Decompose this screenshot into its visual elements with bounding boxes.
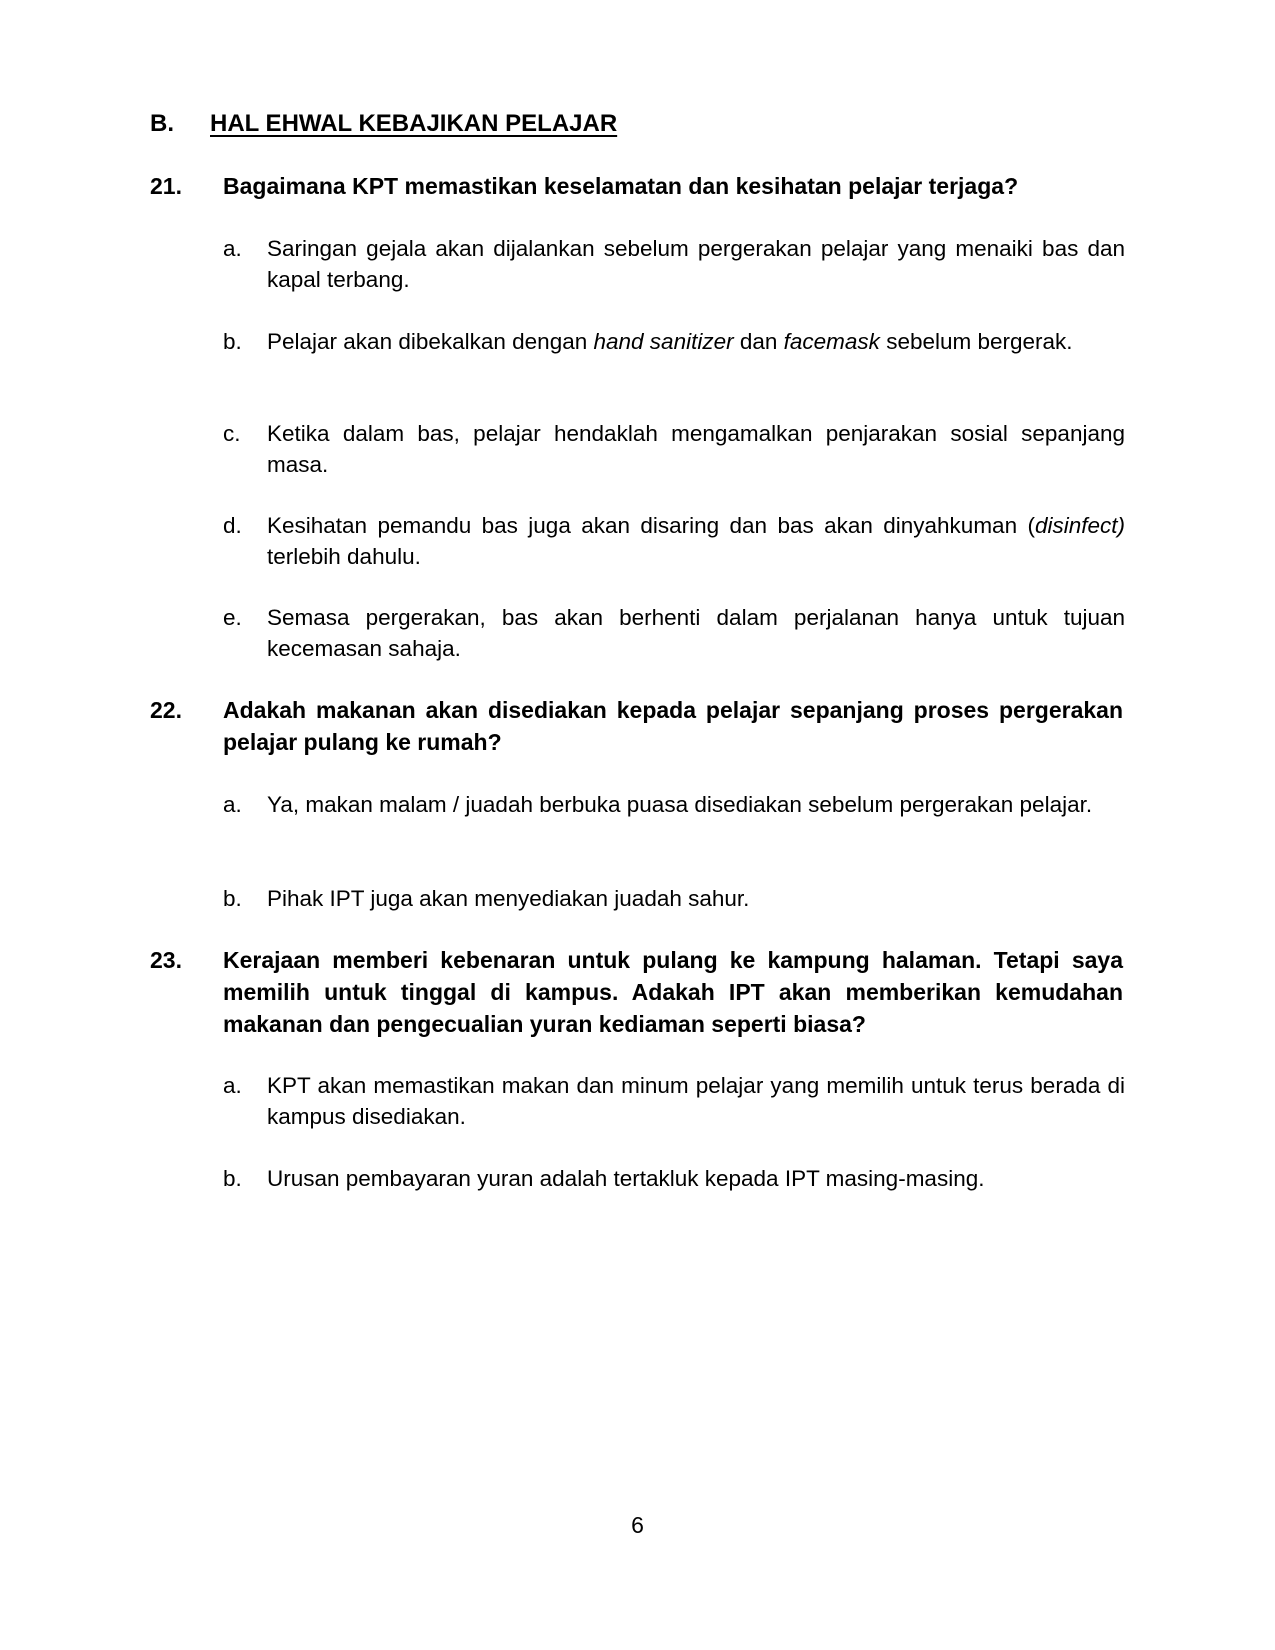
answer-text-part: dan — [733, 329, 784, 354]
answer-22b — [223, 883, 1133, 914]
answer-text-part: Pihak IPT juga akan menyediakan juadah sahur. — [267, 886, 750, 911]
question-23 — [150, 944, 1130, 1040]
question-22 — [150, 694, 1130, 758]
answer-label: b. — [223, 886, 242, 911]
answer-21d — [223, 510, 1133, 572]
answer-text — [267, 602, 1125, 664]
answer-text-part: sebelum bergerak. — [879, 329, 1073, 354]
answer-text-part: Ketika dalam bas, pelajar hendaklah mengamalkan penjarakan sosial sepanjang masa. — [267, 421, 1125, 477]
answer-22a — [223, 789, 1133, 820]
answer-23b — [223, 1163, 1133, 1194]
question-text: Kerajaan memberi kebenaran untuk pulang ke kampung halaman. Tetapi saya memilih untuk tinggal di kampus. Adakah IPT akan memberikan kemudahan makanan dan pengecualian yuran kediaman seperti biasa? — [223, 947, 1123, 1037]
page-number: 6 — [631, 1512, 644, 1538]
answer-label: d. — [223, 513, 242, 538]
answer-text — [267, 1163, 1125, 1194]
question-number: 21. — [150, 173, 182, 199]
answer-label: a. — [223, 236, 242, 261]
answer-text — [267, 1070, 1125, 1132]
answer-text-part: Kesihatan pemandu bas juga akan disaring dan bas akan dinyahkuman ( — [267, 513, 1035, 538]
answer-text-italic: facemask — [783, 329, 880, 354]
answer-21c — [223, 418, 1133, 480]
answer-label: a. — [223, 792, 242, 817]
answer-text-part: Pelajar akan dibekalkan dengan — [267, 329, 594, 354]
answer-text-part: KPT akan memastikan makan dan minum pelajar yang memilih untuk terus berada di kampus disediakan. — [267, 1073, 1125, 1129]
answer-label: c. — [223, 421, 241, 446]
answer-text-part: Urusan pembayaran yuran adalah tertakluk kepada IPT masing-masing. — [267, 1166, 985, 1191]
answer-21e — [223, 602, 1133, 664]
question-21 — [150, 170, 1130, 202]
answer-text — [267, 326, 1125, 357]
answer-label: b. — [223, 329, 242, 354]
section-title: HAL EHWAL KEBAJIKAN PELAJAR — [210, 110, 618, 137]
answer-21a — [223, 233, 1133, 295]
answer-label: a. — [223, 1073, 242, 1098]
answer-text-italic: disinfect) — [1034, 513, 1125, 538]
answer-text-part: Saringan gejala akan dijalankan sebelum pergerakan pelajar yang menaiki bas dan kapal terbang. — [267, 236, 1125, 292]
answer-text-part: Ya, makan malam / juadah berbuka puasa disediakan sebelum pergerakan pelajar. — [267, 792, 1093, 817]
answer-text — [267, 418, 1125, 480]
answer-label: b. — [223, 1166, 242, 1191]
section-heading — [150, 110, 617, 138]
answer-label: e. — [223, 605, 242, 630]
question-text: Bagaimana KPT memastikan keselamatan dan kesihatan pelajar terjaga? — [223, 173, 1019, 199]
answer-text-part: Semasa pergerakan, bas akan berhenti dalam perjalanan hanya untuk tujuan kecemasan sahaja. — [267, 605, 1125, 661]
section-letter: B. — [150, 110, 174, 137]
answer-text — [267, 233, 1125, 295]
question-number: 23. — [150, 947, 182, 973]
answer-text — [267, 789, 1125, 820]
answer-21b — [223, 326, 1133, 357]
answer-text — [267, 510, 1125, 572]
question-text: Adakah makanan akan disediakan kepada pelajar sepanjang proses pergerakan pelajar pulang ke rumah? — [223, 697, 1123, 755]
answer-23a — [223, 1070, 1133, 1132]
answer-text-part: terlebih dahulu. — [267, 544, 421, 569]
question-number: 22. — [150, 697, 182, 723]
answer-text — [267, 883, 1125, 914]
answer-text-italic: hand sanitizer — [593, 329, 734, 354]
